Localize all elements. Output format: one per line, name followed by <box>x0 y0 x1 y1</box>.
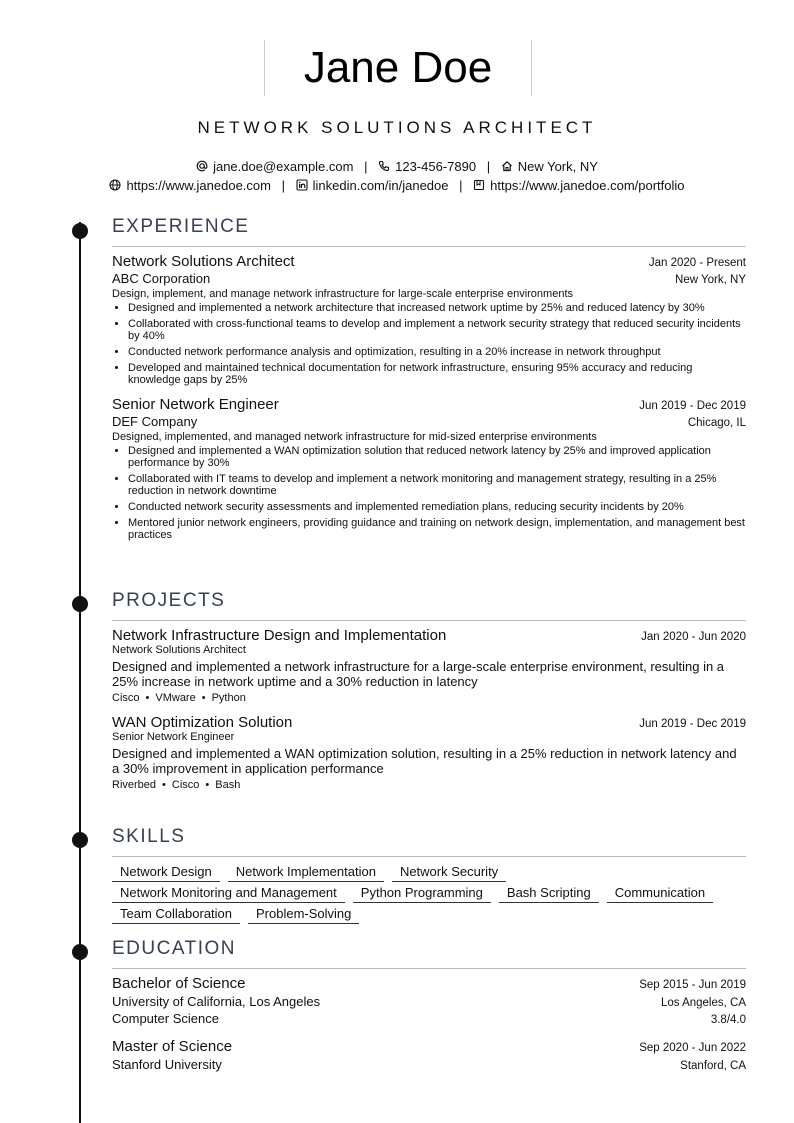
skill-tag: Communication <box>607 884 713 903</box>
separator: | <box>281 178 285 193</box>
timeline-dot-skills <box>72 832 88 848</box>
company-name: DEF Company <box>112 414 198 429</box>
section-divider <box>112 856 746 857</box>
section-title: SKILLS <box>112 826 186 847</box>
location-text: New York, NY <box>517 159 598 174</box>
section-title: PROJECTS <box>112 590 226 611</box>
skill-tag: Network Implementation <box>228 863 384 882</box>
projects-section <box>112 589 746 791</box>
linkedin-icon <box>296 179 308 191</box>
school-name: University of California, Los Angeles <box>112 994 321 1009</box>
skill-tag: Bash Scripting <box>499 884 599 903</box>
job-dates: Jun 2019 - Dec 2019 <box>639 400 746 412</box>
project-entry <box>112 714 746 791</box>
timeline-line <box>79 222 81 1123</box>
skill-tag: Python Programming <box>353 884 491 903</box>
experience-section <box>112 215 746 545</box>
phone-icon <box>378 160 390 172</box>
job-dates: Jan 2020 - Present <box>648 257 746 269</box>
tech-separator: • <box>201 692 206 704</box>
globe-icon <box>109 179 121 191</box>
education-entry <box>112 975 746 1026</box>
project-dates: Jan 2020 - Jun 2020 <box>641 631 746 643</box>
section-title: EDUCATION <box>112 938 236 959</box>
skill-tag: Network Security <box>392 863 506 882</box>
website-link[interactable]: https://www.janedoe.com <box>126 178 271 193</box>
project-tech <box>112 692 746 704</box>
contact-line-2 <box>0 178 794 193</box>
skill-tag: Network Monitoring and Management <box>112 884 345 903</box>
job-role: Network Solutions Architect <box>112 253 295 270</box>
section-title: EXPERIENCE <box>112 216 250 237</box>
skill-tag: Problem-Solving <box>248 905 359 924</box>
timeline-dot-projects <box>72 596 88 612</box>
candidate-name: Jane Doe <box>303 43 493 92</box>
project-description: Designed and implemented a network infrastructure for a large-scale enterprise environment, resulting in a 25% increase in network uptime and a 30% reduction in latency <box>112 659 725 689</box>
portfolio-icon <box>473 179 485 191</box>
phone-number[interactable]: 123-456-7890 <box>395 159 477 174</box>
tech-separator: • <box>205 779 210 791</box>
field-of-study: Computer Science <box>112 1011 219 1026</box>
timeline-dot-experience <box>72 223 88 239</box>
home-icon <box>501 160 513 172</box>
education-dates: Sep 2015 - Jun 2019 <box>639 979 746 991</box>
education-dates: Sep 2020 - Jun 2022 <box>639 1042 746 1054</box>
skill-tag: Network Design <box>112 863 220 882</box>
job-location: New York, NY <box>675 274 746 286</box>
tech-separator: • <box>145 692 150 704</box>
project-role: Senior Network Engineer <box>112 731 235 743</box>
job-summary: Design, implement, and manage network infrastructure for large-scale enterprise environments <box>112 288 573 300</box>
bullet-item: • Designed and implemented a WAN optimization solution that reduced network latency by 25% and improved application performance by 30% <box>128 445 746 469</box>
section-divider <box>112 968 746 969</box>
tech-item: Cisco <box>171 779 200 791</box>
job-role: Senior Network Engineer <box>112 396 279 413</box>
bullet-item: • Developed and maintained technical documentation for network infrastructure, ensuring 95% accuracy and reducing knowledge gaps by 25% <box>128 362 746 386</box>
school-name: Stanford University <box>112 1057 222 1072</box>
project-name: WAN Optimization Solution <box>112 714 293 731</box>
tech-separator: • <box>162 779 166 791</box>
job-entry <box>112 253 746 386</box>
timeline-dot-education <box>72 944 88 960</box>
job-title: NETWORK SOLUTIONS ARCHITECT <box>197 118 597 137</box>
contact-line-1 <box>0 159 794 174</box>
job-entry <box>112 396 746 541</box>
portfolio-link[interactable]: https://www.janedoe.com/portfolio <box>490 178 685 193</box>
school-location: Los Angeles, CA <box>660 997 746 1009</box>
job-bullets <box>112 445 746 541</box>
bullet-item: • Collaborated with IT teams to develop and implement a network monitoring and management strategy, resulting in a 25% reduction in network downtime <box>128 473 746 497</box>
separator: | <box>364 159 368 174</box>
school-location: Stanford, CA <box>680 1060 746 1072</box>
job-summary: Designed, implemented, and managed network infrastructure for mid-sized enterprise environments <box>112 431 597 443</box>
project-dates: Jun 2019 - Dec 2019 <box>639 718 746 730</box>
skill-tag: Team Collaboration <box>112 905 240 924</box>
degree-name: Bachelor of Science <box>112 975 246 992</box>
bullet-item: • Conducted network performance analysis and optimization, resulting in a 20% increase in network throughput <box>128 346 746 358</box>
skills-section <box>112 825 746 924</box>
section-divider <box>112 620 746 621</box>
project-name: Network Infrastructure Design and Implementation <box>112 627 447 644</box>
education-section <box>112 937 746 1072</box>
project-tech <box>112 779 746 791</box>
education-entry <box>112 1038 746 1072</box>
bullet-item: • Designed and implemented a network architecture that increased network uptime by 25% and reduced latency by 30% <box>128 302 746 314</box>
separator: | <box>486 159 491 174</box>
company-name: ABC Corporation <box>112 271 211 286</box>
bullet-item: • Conducted network security assessments and implemented remediation plans, reducing security incidents by 20% <box>128 501 746 513</box>
section-divider <box>112 246 746 247</box>
skills-list <box>112 863 746 924</box>
tech-item: Cisco <box>112 692 140 704</box>
bullet-item: • Collaborated with cross-functional teams to develop and implement a network security strategy that reduced security incidents by 40% <box>128 318 746 342</box>
gpa: 3.8/4.0 <box>710 1014 746 1026</box>
job-bullets <box>112 302 746 386</box>
tech-item: Riverbed <box>112 779 157 791</box>
tech-item: VMware <box>155 692 196 704</box>
linkedin-link[interactable]: linkedin.com/in/janedoe <box>312 178 449 193</box>
degree-name: Master of Science <box>112 1038 233 1055</box>
project-role: Network Solutions Architect <box>112 644 246 656</box>
tech-item: Bash <box>215 779 241 791</box>
job-location: Chicago, IL <box>687 417 746 429</box>
project-description: Designed and implemented a WAN optimization solution, resulting in a 25% reduction in network latency and a 30% improvement in application performance <box>112 746 737 776</box>
bullet-item: • Mentored junior network engineers, providing guidance and training on network design, implementation, and management best practices <box>128 517 746 541</box>
name-frame <box>264 40 532 96</box>
tech-item: Python <box>211 692 246 704</box>
email-link[interactable]: jane.doe@example.com <box>213 159 354 174</box>
separator: | <box>459 178 463 193</box>
project-entry <box>112 627 746 704</box>
at-icon <box>196 160 208 172</box>
